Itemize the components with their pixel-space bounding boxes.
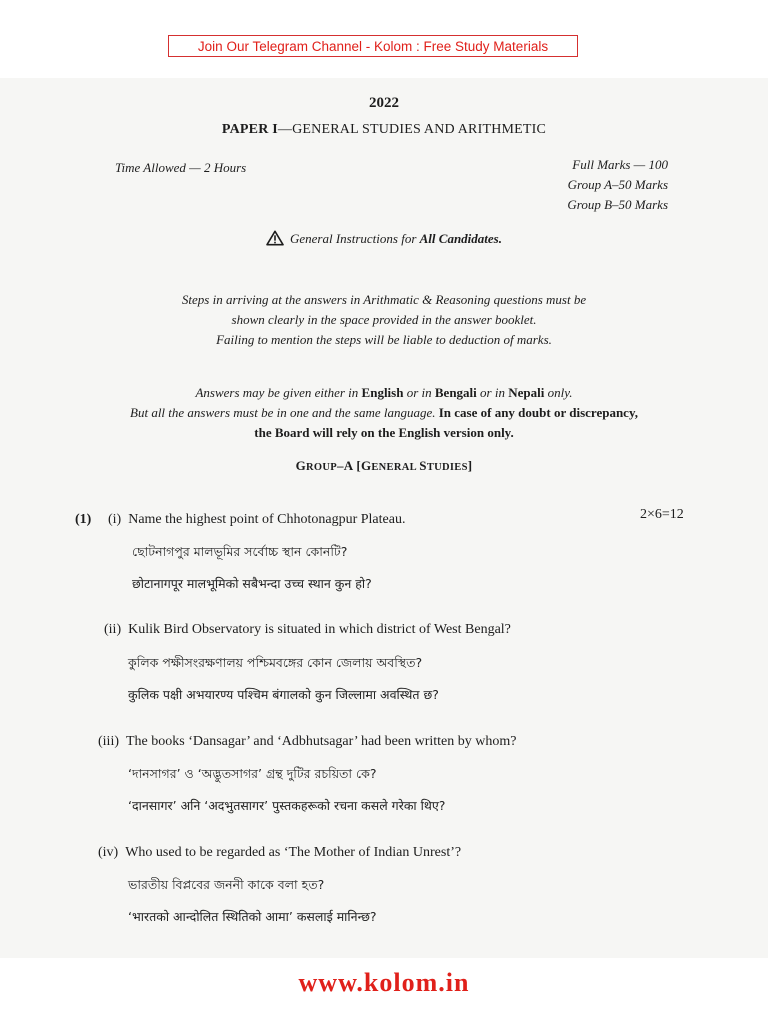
question-item-english bbox=[108, 512, 405, 528]
steps-line-3: Failing to mention the steps will be liable to deduction of marks. bbox=[216, 332, 552, 347]
language-line-2-bold: In case of any doubt or discrepancy, bbox=[438, 405, 638, 420]
exam-year: 2022 bbox=[369, 95, 399, 111]
question-item-bengali: ভারতীয় বিপ্লবের জননী কাকে বলা হত? bbox=[128, 877, 325, 892]
question-item-nepali: ‘भारतको आन्दोलित स्थितिको आमा’ कसलाई मानिन्छ? bbox=[128, 909, 377, 924]
language-only: only. bbox=[544, 385, 573, 400]
group-label-part: G bbox=[295, 458, 307, 473]
group-label-part: ENERAL bbox=[371, 462, 420, 473]
question-item-english bbox=[104, 622, 511, 638]
warning-triangle-icon bbox=[266, 230, 284, 246]
group-label-part: TUDIES bbox=[426, 462, 468, 473]
language-line-3-bold: the Board will rely on the English version only. bbox=[254, 425, 514, 440]
language-line-1-text: Answers may be given either in bbox=[195, 385, 362, 400]
question-item-nepali: ‘दानसागर’ अनि ‘अदभुतसागर’ पुस्तकहरूको रचना कसले गरेका थिए? bbox=[128, 798, 446, 813]
question-item-label: (iii) bbox=[98, 734, 119, 749]
group-a-heading bbox=[0, 458, 768, 474]
language-line-2-text: But all the answers must be in one and the same language. bbox=[130, 405, 439, 420]
question-item-english bbox=[98, 734, 516, 750]
language-line-1 bbox=[0, 383, 768, 403]
full-marks: Full Marks — 100 bbox=[572, 157, 668, 172]
question-item-text: Kulik Bird Observatory is situated in which district of West Bengal? bbox=[128, 622, 511, 637]
steps-line-2: shown clearly in the space provided in the answer booklet. bbox=[231, 312, 537, 327]
group-label-part: ] bbox=[467, 458, 473, 473]
question-item-nepali: कुलिक पक्षी अभयारण्य पश्चिम बंगालको कुन जिल्लामा अवस्थित छ? bbox=[128, 687, 439, 702]
language-line-2 bbox=[0, 403, 768, 423]
group-label-part: S bbox=[419, 458, 427, 473]
steps-instruction bbox=[0, 290, 768, 350]
question-item-text: The books ‘Dansagar’ and ‘Adbhutsagar’ had been written by whom? bbox=[126, 734, 517, 749]
time-allowed: Time Allowed — 2 Hours bbox=[115, 160, 247, 175]
question-item-nepali: छोटानागपूर मालभूमिको सबैभन्दा उच्च स्थान कुन हो? bbox=[132, 576, 372, 591]
instructions-heading bbox=[0, 230, 768, 247]
question-item-label: (i) bbox=[108, 512, 122, 527]
question-item-bengali: ছোটনাগপুর মালভূমির সর্বোচ্চ স্থান কোনটি? bbox=[132, 544, 348, 559]
paper-label: PAPER I bbox=[221, 122, 278, 137]
group-label-part: –A [G bbox=[337, 458, 372, 473]
question-item-label: (ii) bbox=[104, 622, 122, 637]
language-english: English bbox=[361, 385, 404, 400]
paper-subject: —GENERAL STUDIES AND ARITHMETIC bbox=[277, 122, 547, 137]
question-item-text: Name the highest point of Chhotonagpur Plateau. bbox=[128, 512, 406, 527]
question-item-english bbox=[98, 845, 461, 861]
language-bengali: Bengali bbox=[434, 385, 477, 400]
language-nepali: Nepali bbox=[508, 385, 545, 400]
language-line-3 bbox=[0, 423, 768, 443]
footer-url-link[interactable]: www.kolom.in bbox=[298, 968, 470, 997]
paper-title bbox=[0, 122, 768, 138]
group-label-part: ROUP bbox=[306, 462, 337, 473]
language-or-2: or in bbox=[476, 385, 509, 400]
question-number-label: (1) bbox=[75, 512, 92, 527]
steps-line-1: Steps in arriving at the answers in Arithmatic & Reasoning questions must be bbox=[181, 292, 587, 307]
question-item-text: Who used to be regarded as ‘The Mother of Indian Unrest’? bbox=[125, 845, 462, 860]
instructions-heading-text: General Instructions for bbox=[290, 231, 420, 246]
question-item-bengali: কুলিক পক্ষীসংরক্ষণালয় পশ্চিমবঙ্গের কোন জেলায় অবস্থিত? bbox=[128, 655, 423, 670]
language-or-1: or in bbox=[403, 385, 435, 400]
question-score: 2×6=12 bbox=[640, 507, 684, 522]
question-item-label: (iv) bbox=[98, 845, 119, 860]
language-instruction bbox=[0, 383, 768, 443]
marks-block bbox=[567, 155, 668, 215]
question-number bbox=[75, 512, 91, 528]
instructions-heading-bold: All Candidates. bbox=[419, 231, 502, 246]
group-a-marks: Group A–50 Marks bbox=[567, 177, 668, 192]
telegram-banner[interactable]: Join Our Telegram Channel - Kolom : Free Study Materials bbox=[168, 35, 578, 57]
group-b-marks: Group B–50 Marks bbox=[567, 197, 668, 212]
question-item-bengali: ‘দানসাগর’ ও ‘অদ্ভুতসাগর’ গ্রন্থ দুটির রচয়িতা কে? bbox=[128, 766, 377, 781]
